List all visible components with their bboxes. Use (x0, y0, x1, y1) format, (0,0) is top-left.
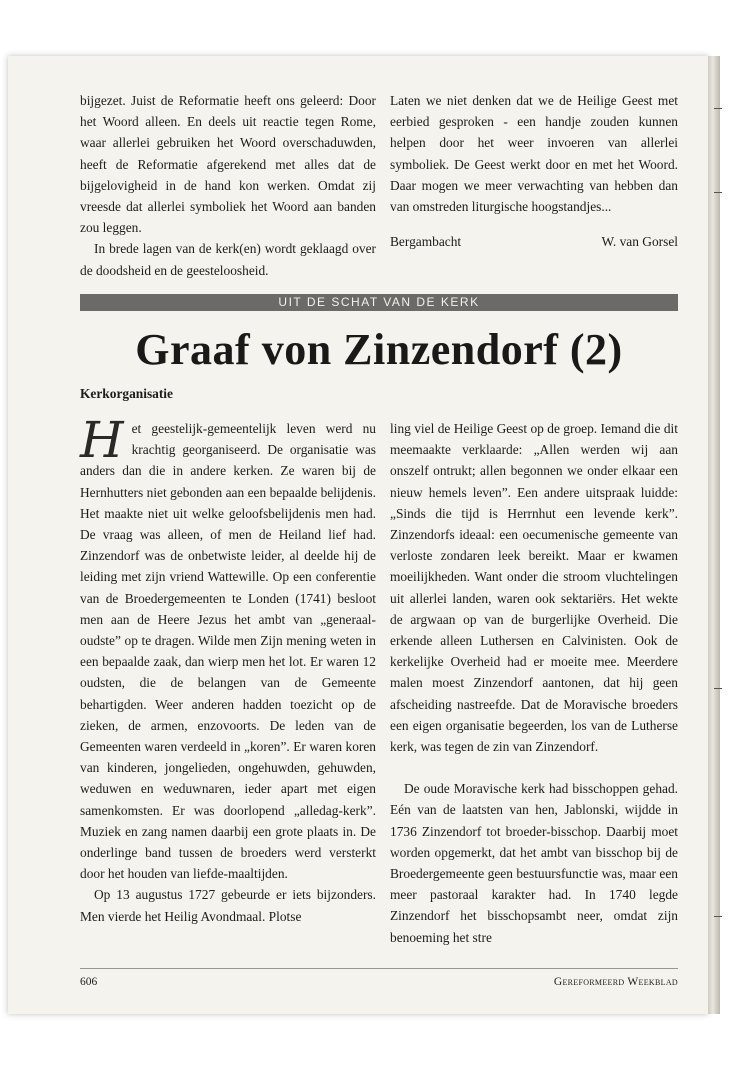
footer-rule (80, 968, 678, 969)
edge-tick (714, 192, 722, 193)
paragraph: ling viel de Heilige Geest op de groep. Iemand die dit meemaakte verklaarde: „Allen werden wij aan onszelf ontrukt; allen begonnen we onder elkaar een nieuw hemels leven”. Een andere uitspraak luidde: „Sinds die tijd is Herrnhut een levende kerk”. Zinzendorfs ideaal: een oecumenische gemeente van verloste zondaren leek bereikt. Maar er kwamen moeilijkheden. Want onder die stroom vluchtelingen uit allerlei landen, waren ook sektariërs. Het wekte de argwaan op van de burgerlijke Overheid. Die erkende alleen Luthersen en Calvinisten. Ook de kerkelijke Overheid had er moeite mee. Meerdere malen moest Zinzendorf aantonen, dat hij geen afscheiding nastreefde. Dat de Moravische broeders een eigen organisatie begeerden, los van de Lutherse kerk, was tegen de zin van Zinzendorf. (390, 421, 678, 755)
page-footer (80, 976, 678, 988)
section-banner: UIT DE SCHAT VAN DE KERK (80, 294, 678, 311)
body-left-column (80, 411, 376, 927)
body-right-column (390, 418, 678, 948)
top-right-column (390, 90, 678, 252)
paragraph: Laten we niet denken dat we de Heilige Geest met eerbied gesproken - een handje zouden kunnen helpen door het weer invoeren van allerlei symboliek. De Geest werkt door en met het Woord. Daar mogen we meer verwachting van hebben dan van omstreden liturgische hoogstandjes... (390, 93, 678, 215)
paragraph-text: et geestelijk-gemeentelijk leven werd nu krachtig georganiseerd. De organisatie was anders dan die in andere kerken. Ze waren bij de Hernhutters niet gebonden aan een bepaalde belijdenis. Het maakte niet uit welke geloofsbelijdenis men had. De vraag was alleen, of men de Heiland lief had. Zinzendorf was de onbetwiste leider, al deelde hij de leiding met zijn vriend Wattewille. Op een conferentie van de Broedergemeenten te Londen (1741) besloot men aan de Heere Jezus het ambt van „generaaloudste” op te dragen. Wilde men Zijn mening weten in een bepaalde zaak, dan wierp men het lot. Er waren 12 oudsten, die de belangen van de Gemeente behartigden. Weer anderen hadden toezicht op de zieken, de armen, enzovoorts. De leden van de Gemeenten waren verdeeld in „koren”. Er waren koren van kinderen, jongelieden, ongehuwden, gehuwden, weduwen en weduwnaren, ieder apart met eigen samenkomsten. Er was doorlopend „alledag-kerk”. Muziek en zang namen daarbij een grote plaats in. De onderlinge band tussen de broeders werd versterkt door het houden van liefde-maaltijden. (80, 421, 376, 882)
top-left-column (80, 90, 376, 281)
signature-author: W. van Gorsel (601, 234, 678, 250)
signature-row (390, 231, 678, 252)
paragraph: Op 13 augustus 1727 gebeurde er iets bijzonders. Men vierde het Heilig Avondmaal. Plotse (80, 887, 376, 924)
paragraph: bijgezet. Juist de Reformatie heeft ons geleerd: Door het Woord alleen. En deels uit reactie tegen Rome, waar allerlei gebruiken het Woord overschaduwden, heeft de Reformatie afgerekend met alles dat de bijgelovigheid in de hand kon werken. Omdat zij vreesde dat allerlei symboliek het Woord aan banden zou leggen. (80, 93, 376, 236)
paragraph: De oude Moravische kerk had bisschoppen gehad. Eén van de laatsten van hen, Jablonski, wijdde in 1736 Zinzendorf tot broeder-bisschop. Daarbij moet worden opgemerkt, dat het ambt van bisschop bij de Broedergemeente geen bestuursfunctie was, maar een meer pastoraal karakter had. In 1740 legde Zinzendorf het bisschopsambt neer, omdat zijn benoeming het stre (390, 781, 678, 945)
edge-tick (714, 108, 722, 109)
publication-name: Gereformeerd Weekblad (553, 976, 678, 988)
paragraph: In brede lagen van de kerk(en) wordt geklaagd over de doodsheid en de geesteloosheid. (80, 241, 376, 278)
edge-tick (714, 916, 722, 917)
signature-place: Bergambacht (390, 234, 462, 250)
page-edge (708, 56, 720, 1014)
paragraph (80, 411, 376, 884)
drop-cap: H (80, 411, 124, 469)
article-title: Graaf von Zinzendorf (2) (135, 325, 623, 374)
page-number: 606 (80, 976, 98, 988)
subheading: Kerkorganisatie (80, 386, 173, 401)
edge-tick (714, 688, 722, 689)
